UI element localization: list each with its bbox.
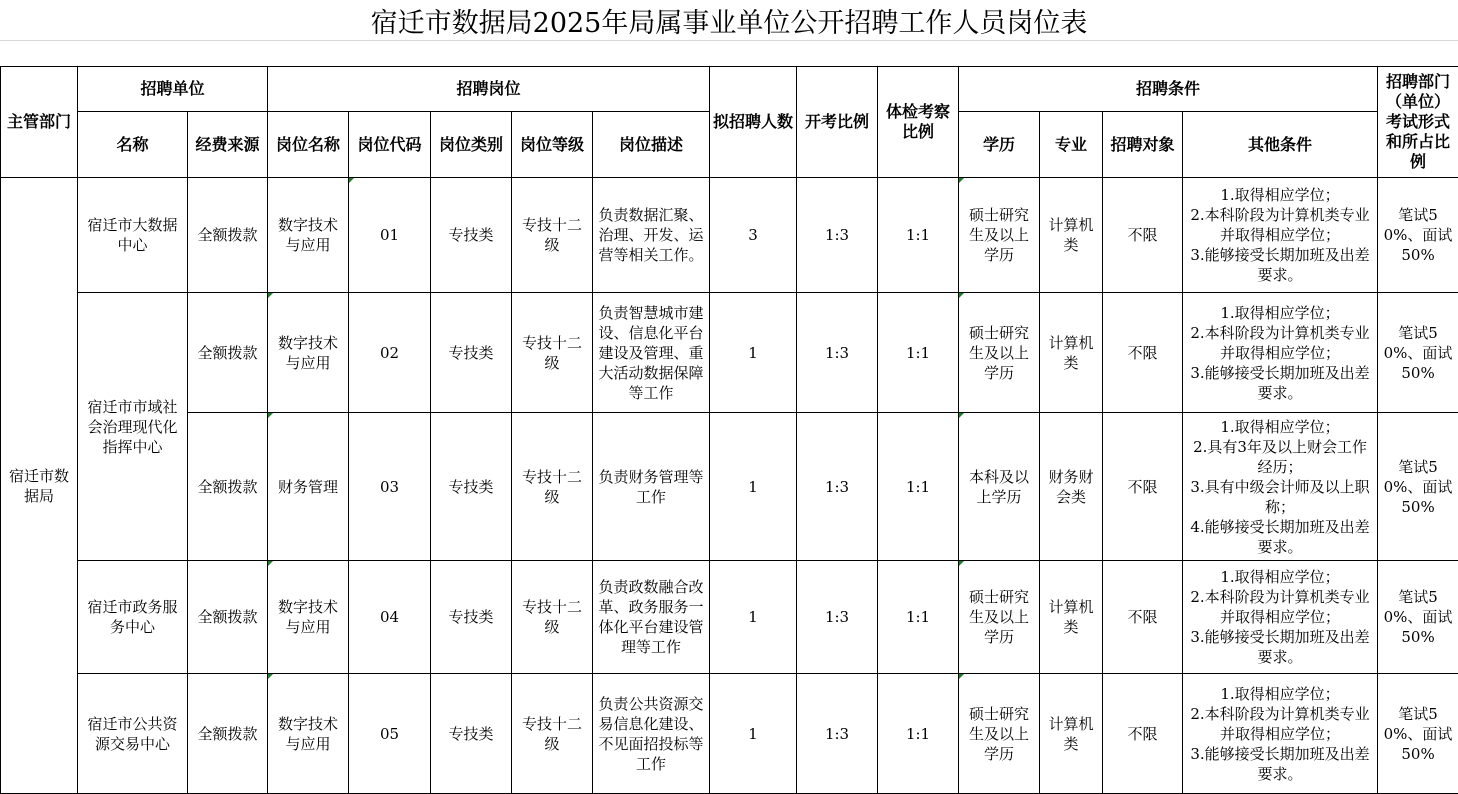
header-other: 其他条件 <box>1183 112 1378 178</box>
page-title: 宿迁市数据局2025年局属事业单位公开招聘工作人员岗位表 <box>0 0 1458 41</box>
post-level-cell: 专技十二级 <box>512 178 593 293</box>
phys-ratio-cell: 1:1 <box>878 178 959 293</box>
cond-line: 3.能够接受长期加班及出差要求。 <box>1190 744 1370 783</box>
post-code-cell: 05 <box>349 674 431 794</box>
post-desc-cell: 负责财务管理等工作 <box>593 413 710 561</box>
target-cell: 不限 <box>1103 561 1183 674</box>
header-unit-group: 招聘单位 <box>78 67 268 112</box>
spacer-row <box>0 40 1458 67</box>
exam-form-cell: 笔试50%、面试50% <box>1378 293 1458 413</box>
major-cell: 计算机类 <box>1040 561 1103 674</box>
cond-line: 2.本科阶段为计算机类专业并取得相应学位； <box>1190 704 1370 743</box>
exam-ratio-cell: 1:3 <box>797 178 878 293</box>
header-funding: 经费来源 <box>188 112 268 178</box>
post-type-cell: 专技类 <box>431 178 512 293</box>
exam-ratio-cell: 1:3 <box>797 413 878 561</box>
education-cell: 硕士研究生及以上学历 <box>959 178 1040 293</box>
recruitment-table <box>0 66 1458 794</box>
cond-line: 2.本科阶段为计算机类专业并取得相应学位； <box>1190 588 1370 626</box>
funding-cell: 全额拨款 <box>188 178 268 293</box>
exam-form-cell: 笔试50%、面试50% <box>1378 178 1458 293</box>
dept-cell: 宿迁市数据局 <box>1 178 78 794</box>
header-count: 拟招聘人数 <box>710 67 797 178</box>
cond-line: 1.取得相应学位； <box>1220 303 1340 322</box>
unit-cell: 宿迁市公共资源交易中心 <box>78 674 188 794</box>
post-name-cell: 财务管理 <box>268 413 349 561</box>
post-type-cell: 专技类 <box>431 413 512 561</box>
exam-ratio-cell: 1:3 <box>797 674 878 794</box>
exam-form-cell: 笔试50%、面试50% <box>1378 413 1458 561</box>
header-post-desc: 岗位描述 <box>593 112 710 178</box>
count-cell: 1 <box>710 293 797 413</box>
header-unit-name: 名称 <box>78 112 188 178</box>
cond-line: 1.取得相应学位； <box>1220 568 1340 586</box>
header-exam-form: 招聘部门（单位）考试形式和所占比例 <box>1378 67 1458 178</box>
target-cell: 不限 <box>1103 178 1183 293</box>
cond-line: 3.能够接受长期加班及出差要求。 <box>1190 628 1370 666</box>
count-cell: 1 <box>710 674 797 794</box>
other-cond-cell <box>1183 178 1378 293</box>
table-row <box>1 178 1458 293</box>
other-cond-cell <box>1183 674 1378 794</box>
target-cell: 不限 <box>1103 413 1183 561</box>
table-row <box>1 674 1458 794</box>
table-row <box>1 293 1458 413</box>
major-cell: 计算机类 <box>1040 674 1103 794</box>
header-education: 学历 <box>959 112 1040 178</box>
phys-ratio-cell: 1:1 <box>878 674 959 794</box>
post-code-cell: 02 <box>349 293 431 413</box>
cond-line: 3.能够接受长期加班及出差要求。 <box>1190 363 1370 402</box>
post-name-cell: 数字技术与应用 <box>268 674 349 794</box>
education-cell: 硕士研究生及以上学历 <box>959 561 1040 674</box>
education-cell: 硕士研究生及以上学历 <box>959 293 1040 413</box>
header-post-code: 岗位代码 <box>349 112 431 178</box>
cond-line: 1.取得相应学位； <box>1220 684 1340 703</box>
target-cell: 不限 <box>1103 293 1183 413</box>
cond-line: 2.本科阶段为计算机类专业并取得相应学位； <box>1190 323 1370 362</box>
table-row <box>1 413 1458 561</box>
post-desc-cell: 负责数据汇聚、治理、开发、运营等相关工作。 <box>593 178 710 293</box>
count-cell: 1 <box>710 561 797 674</box>
table-row <box>1 561 1458 674</box>
header-dept: 主管部门 <box>1 67 78 178</box>
post-level-cell: 专技十二级 <box>512 674 593 794</box>
post-level-cell: 专技十二级 <box>512 293 593 413</box>
cond-line: 3.具有中级会计师及以上职称； <box>1190 477 1370 516</box>
other-cond-cell <box>1183 561 1378 674</box>
education-cell: 硕士研究生及以上学历 <box>959 674 1040 794</box>
funding-cell: 全额拨款 <box>188 561 268 674</box>
post-level-cell: 专技十二级 <box>512 561 593 674</box>
count-cell: 3 <box>710 178 797 293</box>
exam-ratio-cell: 1:3 <box>797 561 878 674</box>
post-desc-cell: 负责公共资源交易信息化建设、不见面招投标等工作 <box>593 674 710 794</box>
post-name-cell: 数字技术与应用 <box>268 178 349 293</box>
post-type-cell: 专技类 <box>431 674 512 794</box>
header-phys-ratio: 体检考察比例 <box>878 67 959 178</box>
unit-cell: 宿迁市大数据中心 <box>78 178 188 293</box>
major-cell: 财务财会类 <box>1040 413 1103 561</box>
post-code-cell: 01 <box>349 178 431 293</box>
phys-ratio-cell: 1:1 <box>878 413 959 561</box>
cond-line: 2.具有3年及以上财会工作经历； <box>1193 437 1367 476</box>
major-cell: 计算机类 <box>1040 178 1103 293</box>
post-level-cell: 专技十二级 <box>512 413 593 561</box>
post-type-cell: 专技类 <box>431 561 512 674</box>
funding-cell: 全额拨款 <box>188 413 268 561</box>
exam-ratio-cell: 1:3 <box>797 293 878 413</box>
phys-ratio-cell: 1:1 <box>878 293 959 413</box>
post-name-cell: 数字技术与应用 <box>268 561 349 674</box>
major-cell: 计算机类 <box>1040 293 1103 413</box>
target-cell: 不限 <box>1103 674 1183 794</box>
cond-line: 1.取得相应学位； <box>1220 417 1340 436</box>
count-cell: 1 <box>710 413 797 561</box>
funding-cell: 全额拨款 <box>188 674 268 794</box>
header-target: 招聘对象 <box>1103 112 1183 178</box>
unit-cell: 宿迁市市域社会治理现代化指挥中心 <box>78 293 188 561</box>
cond-line: 4.能够接受长期加班及出差要求。 <box>1190 517 1370 556</box>
cond-line: 3.能够接受长期加班及出差要求。 <box>1190 246 1370 284</box>
table-body <box>1 178 1458 794</box>
education-cell: 本科及以上学历 <box>959 413 1040 561</box>
post-desc-cell: 负责政数融合改革、政务服务一体化平台建设管理等工作 <box>593 561 710 674</box>
header-exam-ratio: 开考比例 <box>797 67 878 178</box>
phys-ratio-cell: 1:1 <box>878 561 959 674</box>
header-major: 专业 <box>1040 112 1103 178</box>
post-name-cell: 数字技术与应用 <box>268 293 349 413</box>
post-type-cell: 专技类 <box>431 293 512 413</box>
header-cond-group: 招聘条件 <box>959 67 1378 112</box>
post-desc-cell: 负责智慧城市建设、信息化平台建设及管理、重大活动数据保障等工作 <box>593 293 710 413</box>
cond-line: 2.本科阶段为计算机类专业并取得相应学位； <box>1190 206 1370 244</box>
other-cond-cell <box>1183 413 1378 561</box>
header-post-group: 招聘岗位 <box>268 67 710 112</box>
header-post-level: 岗位等级 <box>512 112 593 178</box>
post-code-cell: 04 <box>349 561 431 674</box>
funding-cell: 全额拨款 <box>188 293 268 413</box>
cond-line: 1.取得相应学位； <box>1220 186 1340 204</box>
exam-form-cell: 笔试50%、面试50% <box>1378 561 1458 674</box>
exam-form-cell: 笔试50%、面试50% <box>1378 674 1458 794</box>
table-header <box>1 67 1458 178</box>
post-code-cell: 03 <box>349 413 431 561</box>
other-cond-cell <box>1183 293 1378 413</box>
unit-cell: 宿迁市政务服务中心 <box>78 561 188 674</box>
header-post-type: 岗位类别 <box>431 112 512 178</box>
header-post-name: 岗位名称 <box>268 112 349 178</box>
